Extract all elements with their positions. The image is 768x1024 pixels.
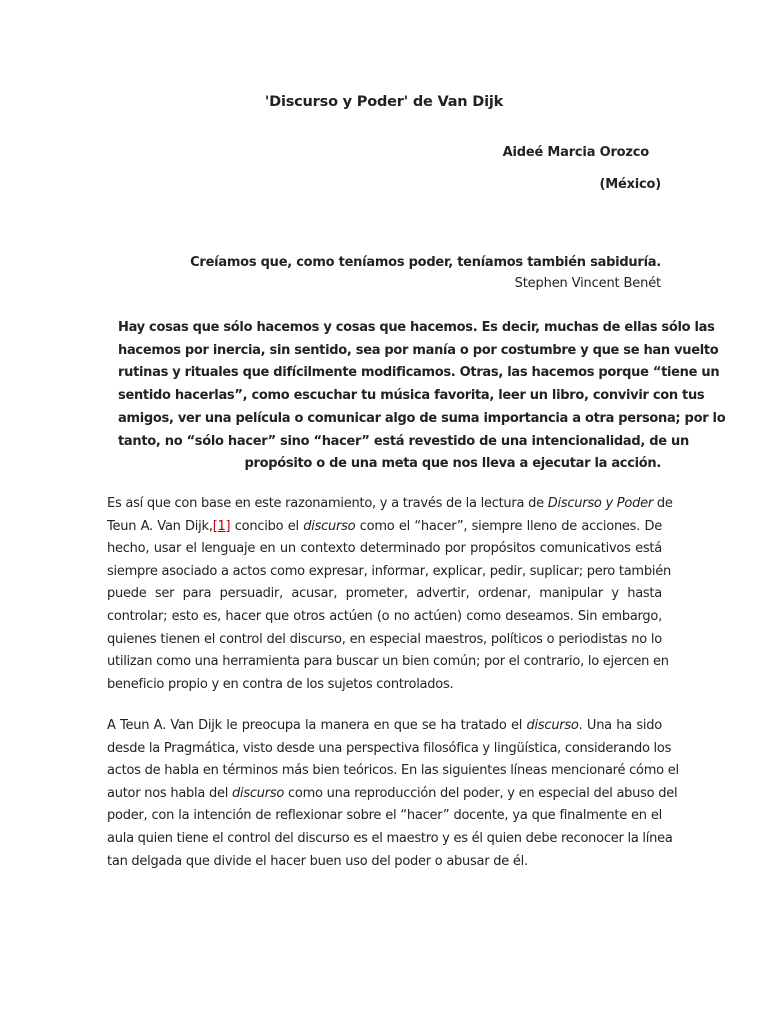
text-run: A Teun A. Van Dijk le preocupa la manera en que se ha tratado el: [107, 718, 527, 733]
paragraph-line: actos de habla en términos más bien teóricos. En las siguientes líneas mencionaré cómo el: [107, 763, 679, 779]
paragraph-line: [107, 516, 662, 539]
paragraph-line: beneficio propio y en contra de los sujetos controlados.: [107, 676, 454, 692]
epigraph-attribution: Stephen Vincent Benét: [514, 276, 661, 291]
italic-term: discurso: [303, 518, 356, 534]
body-paragraph-1: [107, 493, 673, 696]
paragraph-line: poder, con la intención de reflexionar sobre el “hacer” docente, ya que finalmente en el: [107, 808, 662, 824]
paragraph-line: [107, 783, 678, 806]
document-title: 'Discurso y Poder' de Van Dijk: [264, 94, 504, 110]
paragraph-line: tan delgada que divide el hacer buen uso del poder o abusar de él.: [107, 853, 528, 869]
epigraph-quote: Creíamos que, como teníamos poder, teníamos también sabiduría.: [190, 255, 661, 270]
paragraph-line: puede ser para persuadir, acusar, prometer, advertir, ordenar, manipular y hasta: [107, 586, 662, 602]
paragraph-line: quienes tienen el control del discurso, en especial maestros, políticos o periodistas no lo: [107, 631, 662, 647]
intro-line: sentido hacerlas”, como escuchar tu música favorita, leer un libro, convivir con tus: [118, 388, 705, 404]
text-run: autor nos habla del: [107, 785, 232, 801]
text-run: Teun A. Van Dijk,: [107, 518, 213, 534]
paragraph-line: [107, 493, 673, 516]
text-run: como el “hacer”, siempre lleno de acciones. De: [355, 518, 662, 534]
intro-line: rutinas y rituales que difícilmente modificamos. Otras, las hacemos porque “tiene un: [118, 365, 720, 381]
paragraph-line: siempre asociado a actos como expresar, informar, explicar, pedir, suplicar; pero también: [107, 563, 671, 579]
intro-line: hacemos por inercia, sin sentido, sea por manía o por costumbre y que se han vuelto: [118, 342, 719, 358]
text-run: como una reproducción del poder, y en especial del abuso del: [284, 785, 678, 801]
paragraph-line: controlar; esto es, hacer que otros actúen (o no actúen) como deseamos. Sin embargo,: [107, 608, 662, 624]
author-country: (México): [599, 177, 661, 192]
text-run: de: [652, 496, 673, 511]
intro-line: amigos, ver una película o comunicar algo de suma importancia a otra persona; por lo: [118, 410, 726, 426]
footnote-link[interactable]: [1]: [212, 518, 231, 534]
italic-title: Discurso y Poder: [547, 496, 653, 511]
text-run: . Una ha sido: [578, 718, 662, 733]
paragraph-line: hecho, usar el lenguaje en un contexto determinado por propósitos comunicativos está: [107, 541, 662, 557]
paragraph-line: [107, 715, 662, 738]
body-paragraph-2: [107, 715, 679, 873]
paragraph-line: aula quien tiene el control del discurso es el maestro y es él quien debe reconocer la línea: [107, 830, 673, 846]
italic-term: discurso: [232, 785, 285, 801]
intro-paragraph: [118, 317, 726, 476]
intro-line: Hay cosas que sólo hacemos y cosas que hacemos. Es decir, muchas de ellas sólo las: [118, 320, 715, 335]
text-run: Es así que con base en este razonamiento, y a través de la lectura de: [107, 496, 548, 511]
author-name: Aideé Marcia Orozco: [502, 145, 649, 160]
italic-term: discurso: [526, 718, 579, 733]
paragraph-line: desde la Pragmática, visto desde una perspectiva filosófica y lingüística, considerando los: [107, 740, 672, 756]
intro-line: tanto, no “sólo hacer” sino “hacer” está revestido de una intencionalidad, de un: [118, 433, 689, 449]
intro-line: propósito o de una meta que nos lleva a ejecutar la acción.: [244, 456, 661, 472]
paragraph-line: utilizan como una herramienta para buscar un bien común; por el contrario, lo ejercen en: [107, 654, 669, 670]
text-run: concibo el: [230, 518, 304, 534]
